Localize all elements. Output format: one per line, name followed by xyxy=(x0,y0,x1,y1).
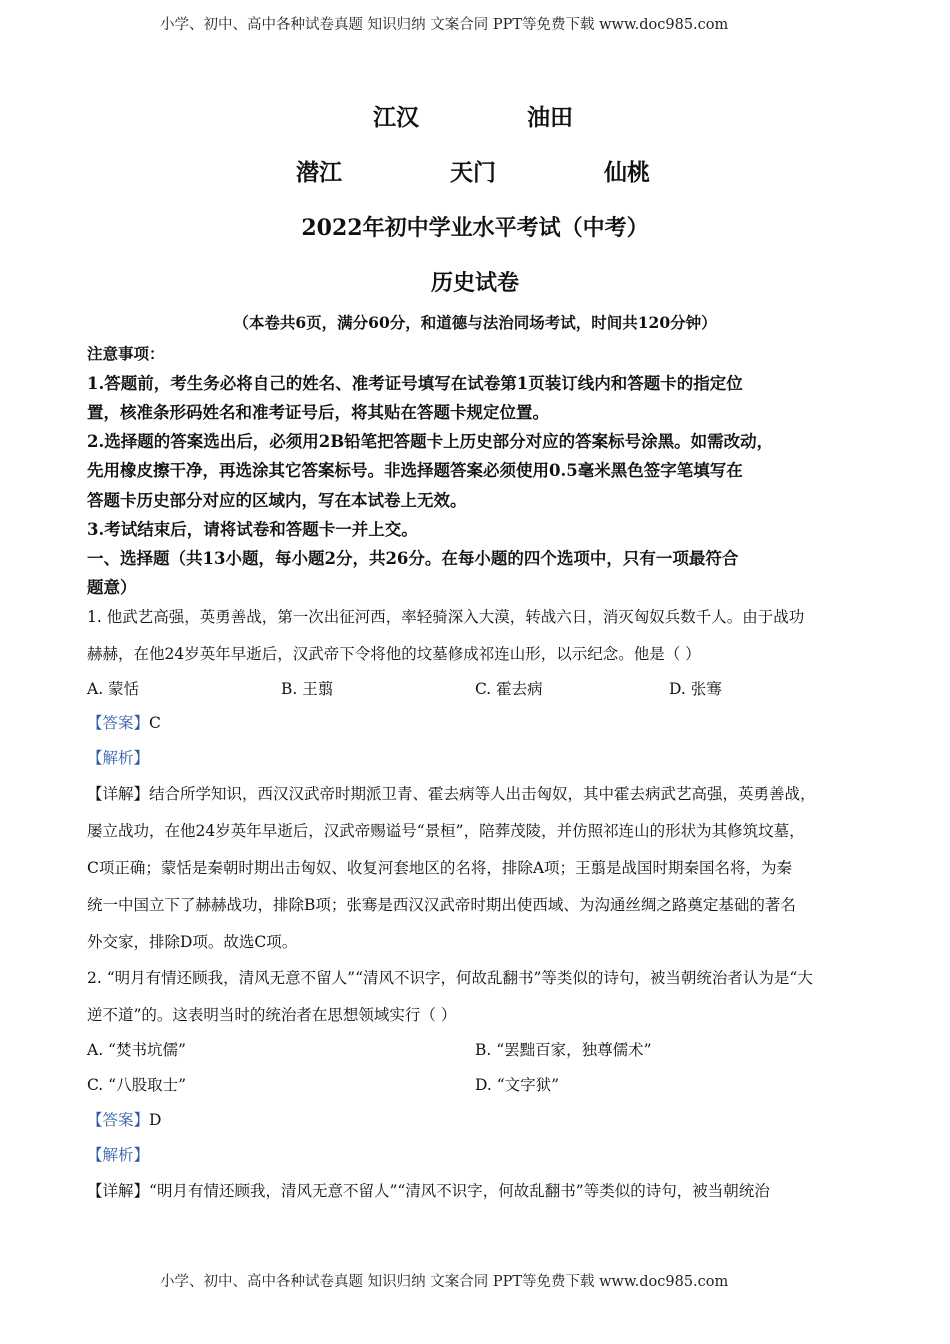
q2-stem-line-1: 2. “明月有情还顾我，清风无意不留人”“清风不识字，何故乱翻书”等类似的诗句，被当朝统治者认为是“大 xyxy=(87,969,813,987)
q1-option-c: C. 霍去病 xyxy=(475,680,543,698)
q1-option-b: B. 王翦 xyxy=(281,680,334,698)
region-xiantao: 仙桃 xyxy=(604,159,650,186)
q1-answer-label: 【答案】 xyxy=(87,714,150,732)
q2-option-a: A. “焚书坑儒” xyxy=(87,1041,186,1059)
q1-detail-line-4: 统一中国立下了赫赫战功，排除B项；张骞是西汉汉武帝时期出使西域、为沟通丝绸之路奠定基础的著名 xyxy=(87,896,796,914)
q1-stem-line-1: 1. 他武艺高强，英勇善战，第一次出征河西，率轻骑深入大漠，转战六日，消灭匈奴兵数千人。由于战功 xyxy=(87,608,805,626)
region-youtian: 油田 xyxy=(527,104,573,131)
page-footer: 小学、初中、高中各种试卷真题 知识归纳 文案合同 PPT等免费下载 www.doc985.com xyxy=(160,1274,729,1290)
region-qianjiang: 潜江 xyxy=(296,159,342,186)
q2-answer-value: D xyxy=(149,1111,162,1129)
q2-option-d: D. “文字狱” xyxy=(475,1076,560,1094)
q1-detail-line-5: 外交家，排除D项。故选C项。 xyxy=(87,933,298,951)
exam-title: 2022年初中学业水平考试（中考） xyxy=(301,215,649,241)
q2-stem-line-2: 逆不道”的。这表明当时的统治者在思想领域实行（ ） xyxy=(87,1006,457,1024)
q1-detail-line-1 xyxy=(87,782,816,804)
note-2-line-2: 先用橡皮擦干净，再选涂其它答案标号。非选择题答案必须使用0.5毫米黑色签字笔填写在 xyxy=(87,461,743,480)
q1-answer xyxy=(87,711,161,733)
note-1-line-2: 置，核准条形码姓名和准考证号后，将其贴在答题卡规定位置。 xyxy=(87,403,549,422)
q2-detail-text-1: “明月有情还顾我，清风无意不留人”“清风不识字，何故乱翻书”等类似的诗句，被当朝统治 xyxy=(149,1182,770,1200)
q2-option-b: B. “罢黜百家，独尊儒术” xyxy=(475,1041,652,1059)
section-heading-line-1: 一、选择题（共13小题，每小题2分，共26分。在每小题的四个选项中，只有一项最符合 xyxy=(87,549,739,568)
q2-answer-label: 【答案】 xyxy=(87,1111,150,1129)
q2-answer xyxy=(87,1108,161,1130)
q2-analysis-label: 【解析】 xyxy=(87,1146,150,1164)
notes-heading: 注意事项： xyxy=(87,344,165,363)
q1-detail-line-3: C项正确；蒙恬是秦朝时期出击匈奴、收复河套地区的名将，排除A项；王翦是战国时期秦国名将，为秦 xyxy=(87,859,793,877)
q2-option-c: C. “八股取士” xyxy=(87,1076,187,1094)
region-jianghan: 江汉 xyxy=(373,104,419,131)
q1-stem-line-2: 赫赫，在他24岁英年早逝后，汉武帝下令将他的坟墓修成祁连山形，以示纪念。他是（ ） xyxy=(87,645,701,663)
q1-detail-line-2: 屡立战功，在他24岁英年早逝后，汉武帝赐谥号“景桓”，陪葬茂陵，并仿照祁连山的形状为其修筑坟墓， xyxy=(87,822,805,840)
section-heading-line-2: 题意） xyxy=(87,578,137,597)
q1-option-a: A. 蒙恬 xyxy=(87,680,140,698)
q1-detail-label: 【详解】 xyxy=(87,785,150,803)
q1-analysis-label: 【解析】 xyxy=(87,749,150,767)
q1-detail-text-1: 结合所学知识，西汉汉武帝时期派卫青、霍去病等人出击匈奴，其中霍去病武艺高强，英勇善战， xyxy=(149,785,816,803)
exam-subtitle: （本卷共6页，满分60分，和道德与法治同场考试，时间共120分钟） xyxy=(233,313,717,332)
note-2-line-1: 2.选择题的答案选出后，必须用2B铅笔把答题卡上历史部分对应的答案标号涂黑。如需改动， xyxy=(87,432,774,451)
note-1-line-1: 1.答题前，考生务必将自己的姓名、准考证号填写在试卷第1页装订线内和答题卡的指定位 xyxy=(87,374,743,393)
q1-option-d: D. 张骞 xyxy=(669,680,722,698)
region-tianmen: 天门 xyxy=(450,159,496,186)
exam-subject: 历史试卷 xyxy=(430,270,519,296)
q1-answer-value: C xyxy=(149,714,161,732)
note-3: 3.考试结束后，请将试卷和答题卡一并上交。 xyxy=(87,520,418,539)
q2-detail-line-1 xyxy=(87,1179,770,1201)
page-header: 小学、初中、高中各种试卷真题 知识归纳 文案合同 PPT等免费下载 www.doc985.com xyxy=(160,17,729,33)
note-2-line-3: 答题卡历史部分对应的区域内，写在本试卷上无效。 xyxy=(87,491,467,510)
q2-detail-label: 【详解】 xyxy=(87,1182,150,1200)
